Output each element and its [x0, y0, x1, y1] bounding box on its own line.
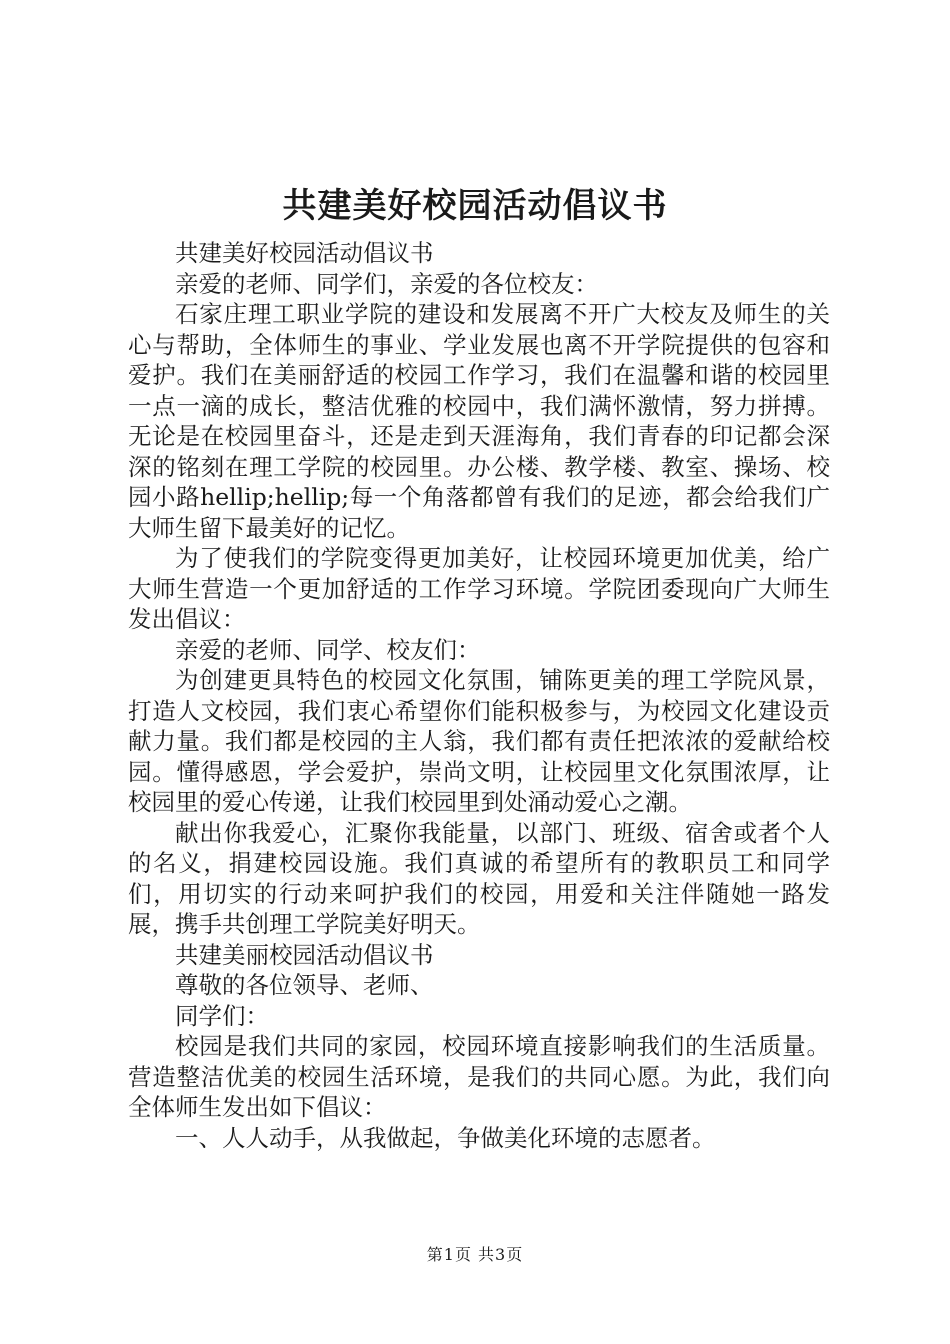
body-paragraph: 为了使我们的学院变得更加美好，让校园环境更加优美，给广大师生营造一个更加舒适的工作学习环境。学院团委现向广大师生发出倡议： [128, 544, 830, 633]
body-paragraph: 为创建更具特色的校园文化氛围，铺陈更美的理工学院风景，打造人文校园，我们衷心希望你们能积极参与，为校园文化建设贡献力量。我们都是校园的主人翁，我们都有责任把浓浓的爱献给校园。懂得感恩，学会爱护，崇尚文明，让校园里文化氛围浓厚，让校园里的爱心传递，让我们校园里到处涌动爱心之潮。 [128, 666, 830, 816]
body-paragraph: 石家庄理工职业学院的建设和发展离不开广大校友及师生的关心与帮助，全体师生的事业、学业发展也离不开学院提供的包容和爱护。我们在美丽舒适的校园工作学习，我们在温馨和谐的校园里一点一滴的成长，整洁优雅的校园中，我们满怀激情，努力拼搏。无论是在校园里奋斗，还是走到天涯海角，我们青春的印记都会深深的铭刻在理工学院的校园里。办公楼、教学楼、教室、操场、校园小路hellip;hellip;每一个角落都曾有我们的足迹，都会给我们广大师生留下最美好的记忆。 [128, 300, 830, 542]
page-number-footer: 第1页 共3页 [426, 1245, 524, 1264]
salutation: 亲爱的老师、同学、校友们： [175, 635, 481, 664]
body-paragraph: 献出你我爱心，汇聚你我能量，以部门、班级、宿舍或者个人的名义，捐建校园设施。我们真诚的希望所有的教职员工和同学们，用切实的行动来呵护我们的校园，用爱和关注伴随她一路发展，携手共创理工学院美好明天。 [128, 818, 830, 938]
section-heading: 共建美丽校园活动倡议书 [175, 940, 434, 969]
body-paragraph: 校园是我们共同的家园，校园环境直接影响我们的生活质量。营造整洁优美的校园生活环境，是我们的共同心愿。为此，我们向全体师生发出如下倡议： [128, 1032, 830, 1121]
salutation: 同学们： [175, 1001, 269, 1030]
list-item: 一、人人动手，从我做起，争做美化环境的志愿者。 [175, 1123, 716, 1152]
salutation: 尊敬的各位领导、老师、 [175, 971, 434, 999]
body-paragraph: 共建美好校园活动倡议书 [175, 239, 434, 267]
document-body [128, 238, 830, 1153]
salutation: 亲爱的老师、同学们，亲爱的各位校友： [175, 269, 598, 298]
document-title: 共建美好校园活动倡议书 [282, 186, 668, 226]
